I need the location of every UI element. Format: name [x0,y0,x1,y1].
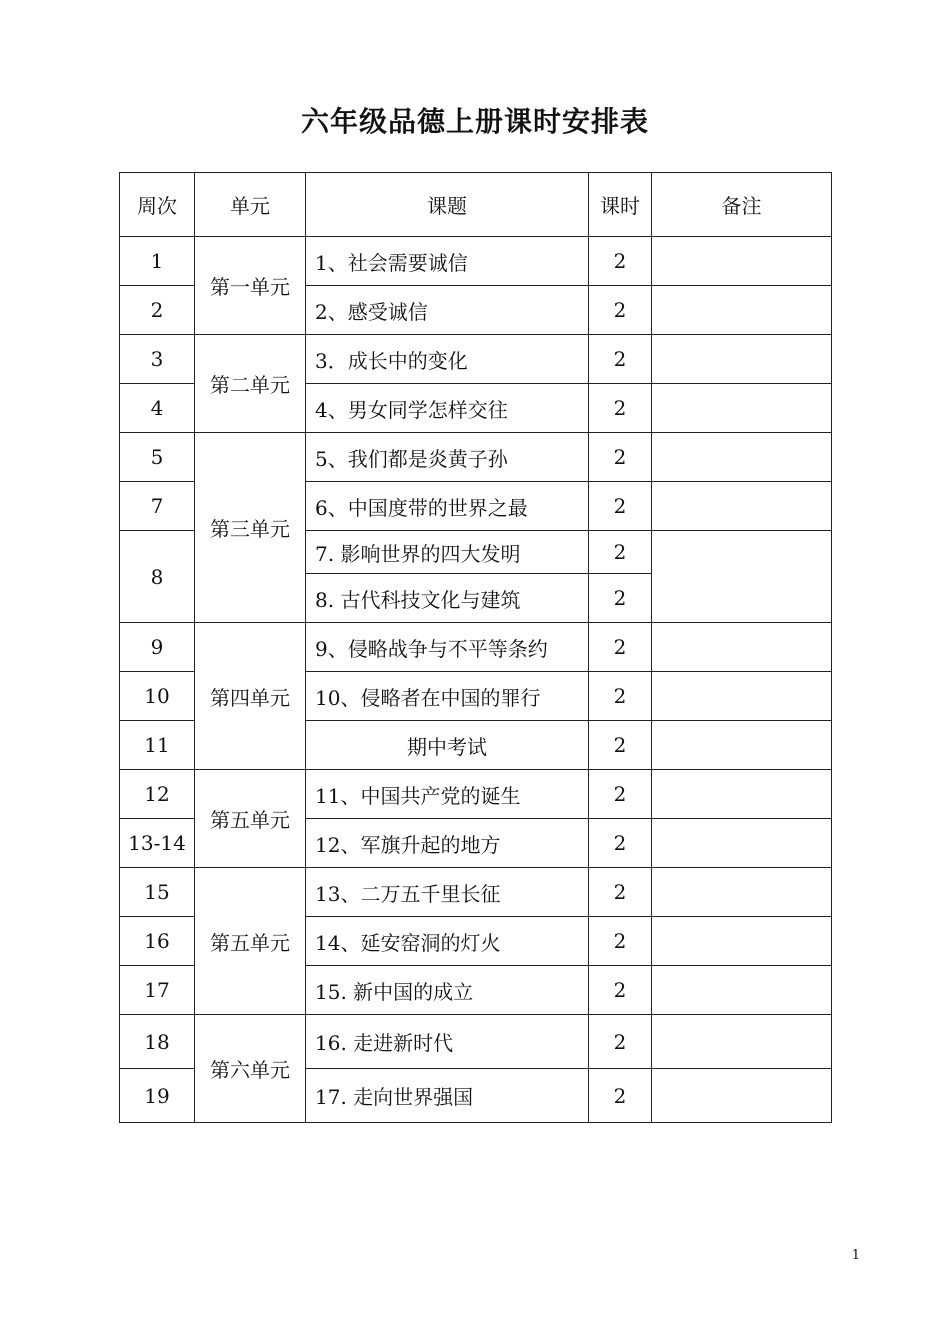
hours-cell: 2 [589,286,652,335]
unit-cell: 第二单元 [195,335,306,433]
note-cell [652,335,832,384]
hours-cell: 2 [589,482,652,531]
note-cell [652,721,832,770]
week-cell: 2 [120,286,195,335]
week-cell: 8 [120,531,195,623]
topic-cell: 9、侵略战争与不平等条约 [306,623,589,672]
topic-cell: 5、我们都是炎黄子孙 [306,433,589,482]
note-cell [652,623,832,672]
unit-cell: 第五单元 [195,868,306,1015]
header-hours: 课时 [589,173,652,237]
note-cell [652,433,832,482]
week-cell: 10 [120,672,195,721]
topic-cell: 期中考试 [306,721,589,770]
header-topic: 课题 [306,173,589,237]
week-cell: 12 [120,770,195,819]
table-row [120,237,832,286]
hours-cell: 2 [589,433,652,482]
hours-cell: 2 [589,384,652,433]
topic-cell: 14、延安窑洞的灯火 [306,917,589,966]
unit-cell: 第五单元 [195,770,306,868]
note-cell [652,1069,832,1123]
week-cell: 1 [120,237,195,286]
week-cell: 7 [120,482,195,531]
unit-cell: 第三单元 [195,433,306,623]
topic-cell: 1、社会需要诚信 [306,237,589,286]
topic-cell: 7. 影响世界的四大发明 [306,531,589,574]
hours-cell: 2 [589,335,652,384]
hours-cell: 2 [589,574,652,623]
header-unit: 单元 [195,173,306,237]
hours-cell: 2 [589,1069,652,1123]
table-row [120,335,832,384]
week-cell: 3 [120,335,195,384]
week-cell: 4 [120,384,195,433]
week-cell: 11 [120,721,195,770]
unit-cell: 第四单元 [195,623,306,770]
week-cell: 15 [120,868,195,917]
header-week: 周次 [120,173,195,237]
table-row [120,433,832,482]
week-cell: 17 [120,966,195,1015]
note-cell [652,384,832,433]
week-cell: 18 [120,1015,195,1069]
note-cell [652,868,832,917]
table-row [120,623,832,672]
note-cell [652,819,832,868]
table-row [120,1015,832,1069]
topic-cell: 3．成长中的变化 [306,335,589,384]
hours-cell: 2 [589,237,652,286]
hours-cell: 2 [589,966,652,1015]
hours-cell: 2 [589,672,652,721]
note-cell [652,917,832,966]
topic-cell: 17. 走向世界强国 [306,1069,589,1123]
hours-cell: 2 [589,770,652,819]
week-cell: 19 [120,1069,195,1123]
week-cell: 16 [120,917,195,966]
hours-cell: 2 [589,531,652,574]
note-cell [652,1015,832,1069]
topic-cell: 4、男女同学怎样交往 [306,384,589,433]
table-row [120,868,832,917]
header-note: 备注 [652,173,832,237]
topic-cell: 6、中国度带的世界之最 [306,482,589,531]
note-cell [652,286,832,335]
hours-cell: 2 [589,917,652,966]
table-row [120,770,832,819]
hours-cell: 2 [589,721,652,770]
note-cell [652,672,832,721]
note-cell [652,770,832,819]
note-cell [652,531,832,623]
topic-cell: 15. 新中国的成立 [306,966,589,1015]
unit-cell: 第一单元 [195,237,306,335]
hours-cell: 2 [589,1015,652,1069]
schedule-table [119,172,832,1123]
topic-cell: 16. 走进新时代 [306,1015,589,1069]
note-cell [652,237,832,286]
page-number: 1 [851,1248,860,1263]
topic-cell: 11、中国共产党的诞生 [306,770,589,819]
hours-cell: 2 [589,623,652,672]
topic-cell: 12、军旗升起的地方 [306,819,589,868]
unit-cell: 第六单元 [195,1015,306,1123]
topic-cell: 2、感受诚信 [306,286,589,335]
note-cell [652,966,832,1015]
topic-cell: 13、二万五千里长征 [306,868,589,917]
week-cell: 13-14 [120,819,195,868]
week-cell: 5 [120,433,195,482]
header-row [120,173,832,237]
note-cell [652,482,832,531]
hours-cell: 2 [589,868,652,917]
topic-cell: 10、侵略者在中国的罪行 [306,672,589,721]
hours-cell: 2 [589,819,652,868]
week-cell: 9 [120,623,195,672]
document-title: 六年级品德上册课时安排表 [300,105,649,138]
topic-cell: 8. 古代科技文化与建筑 [306,574,589,623]
